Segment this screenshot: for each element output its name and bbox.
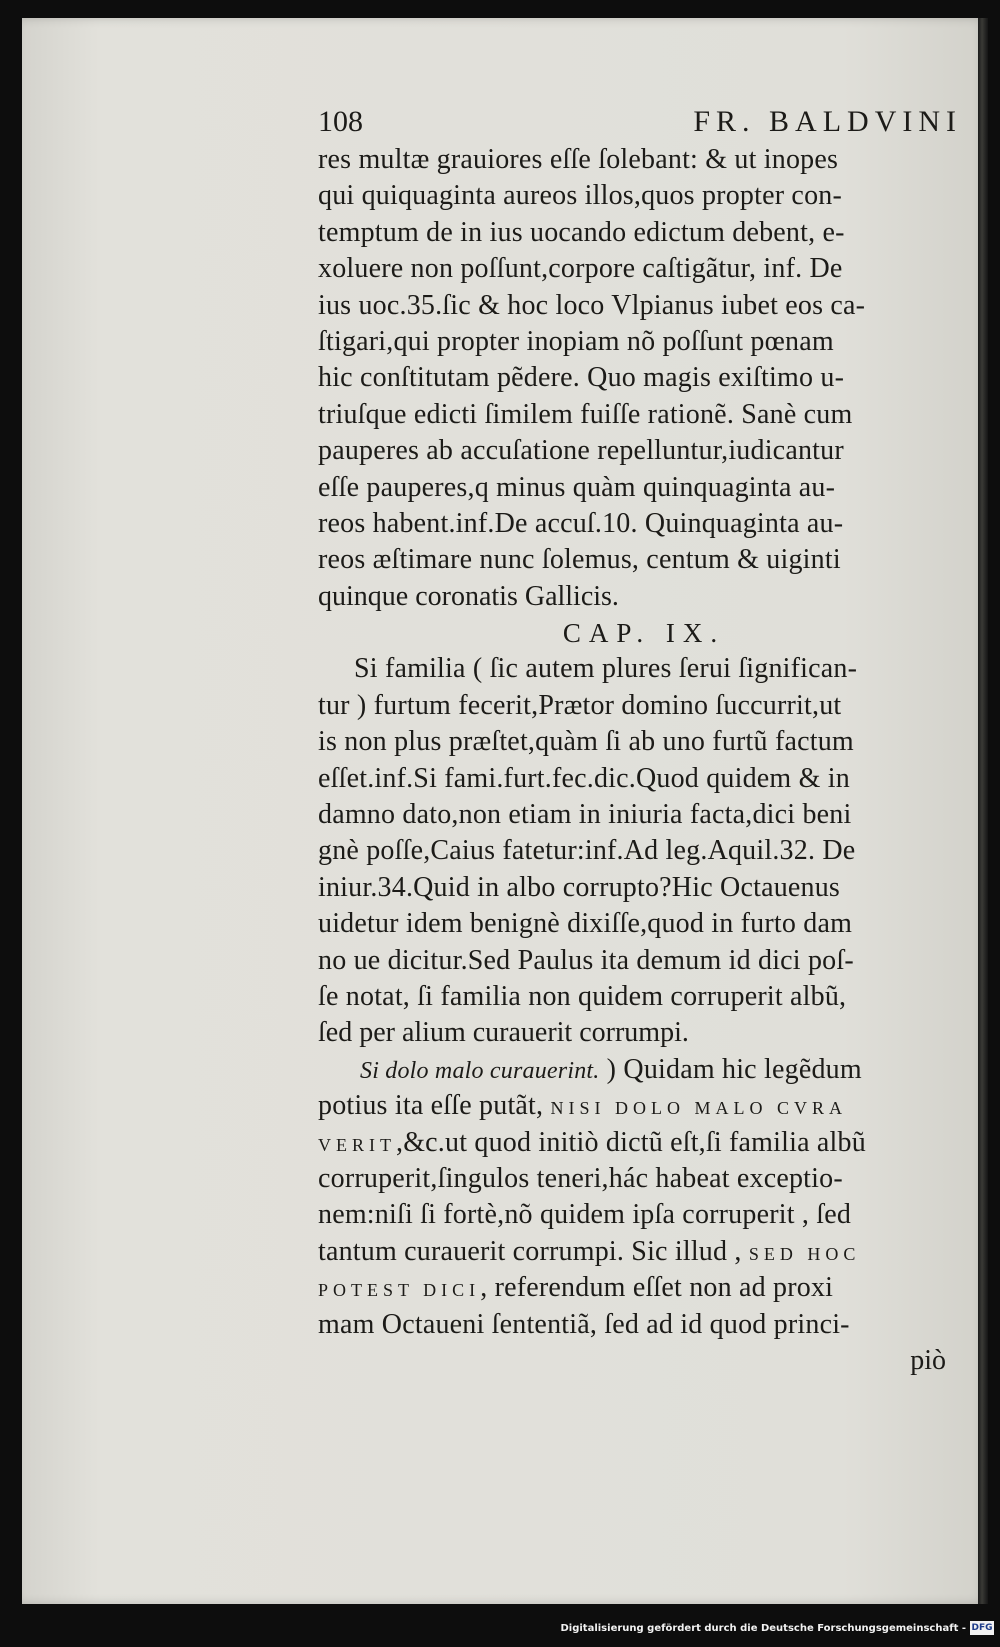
text-line: ſtigari,qui propter inopiam nõ poſſunt pœnam [318,325,834,357]
page-text [318,104,970,1379]
text-line: quinque coronatis Gallicis. [318,580,619,612]
text-line: corruperit,ſingulos teneri,hác habeat exceptio- [318,1162,843,1194]
text-span: , referendum eſſet non ad proxi [480,1272,834,1304]
small-caps-span: SED HOC [748,1243,861,1264]
text-line: ſed per alium curauerit corrumpi. [318,1017,689,1049]
text-line [318,1270,970,1306]
text-line: ſe notat, ſi familia non quidem corruperit albũ, [318,980,847,1012]
text-line: xoluere non poſſunt,corpore caſtigãtur, inf. De [318,253,843,285]
text-span: potius ita eſſe putãt, [318,1090,551,1122]
page-edge [978,18,988,1618]
lemma-line [318,1052,970,1088]
text-line: res multæ grauiores eſſe ſolebant: & ut inopes [318,144,839,175]
text-line: triuſque edicti ſimilem fuiſſe rationẽ. Sanè cum [318,398,853,430]
text-line: nem:niſi ſi fortè,nõ quidem ipſa corruperit , ſed [318,1199,852,1231]
text-line: eſſet.inf.Si fami.furt.fec.dic.Quod quidem & in [318,762,850,794]
text-line: qui quiquaginta aureos illos,quos propter con- [318,180,842,212]
text-line: uidetur idem benignè dixiſſe,quod in furto dam [318,908,853,940]
text-line: reos habent.inf.De accuſ.10. Quinquaginta au- [318,507,844,539]
text-line: pauperes ab accuſatione repelluntur,iudicantur [318,435,844,467]
dfg-logo-icon: DFG [971,1623,993,1633]
text-line: hic conſtitutam pẽdere. Quo magis exiſtimo u- [318,362,845,394]
text-line [318,1088,970,1124]
small-caps-span: VERIT [318,1134,396,1155]
text-line: is non plus præſtet,quàm ſi ab uno furtũ factum [318,726,854,758]
text-line: damno dato,non etiam in iniuria facta,dici beni [318,799,852,831]
lemma-italic: Si dolo malo curauerint. [360,1057,600,1084]
funding-credit: Digitalisierung gefördert durch die Deutsche Forschungsgemeinschaft - [560,1623,966,1634]
text-line: mam Octaueni ſententiã, ſed ad id quod princi- [318,1308,850,1340]
text-line: no ue dicitur.Sed Paulus ita demum id dici poſ- [318,944,854,976]
chapter-heading: CAP. IX. [562,618,726,649]
text-span: ,&c.ut quod initiò dictũ eſt,ſi familia albũ [396,1126,866,1158]
text-line [318,1125,970,1161]
text-line: Si familia ( ſic autem plures ſerui ſignifican- [354,653,858,685]
text-line: reos æſtimare nunc ſolemus, centum & uiginti [318,544,841,576]
text-span: tantum curauerit corrumpi. Sic illud , [318,1235,749,1267]
text-line: gnè poſſe,Caius fatetur:inf.Ad leg.Aquil.32. De [318,835,856,867]
text-line: tur ) furtum fecerit,Prætor domino ſuccurrit,ut [318,689,842,721]
text-line: eſſe pauperes,q minus quàm quinquaginta au- [318,471,836,503]
running-header [318,104,970,142]
lemma-rest: ) Quidam hic legẽdum [606,1053,862,1085]
small-caps-span: POTEST DICI [318,1280,481,1301]
text-line: temptum de in ius uocando edictum debent, e- [318,216,845,248]
footer-bar [0,1604,1000,1647]
page-number: 108 [318,105,363,138]
catchword: piò [910,1344,946,1376]
text-line: ius uoc.35.ſic & hoc loco Vlpianus iubet eos ca- [318,289,866,321]
small-caps-span: NISI DOLO MALO CVRA [550,1098,847,1119]
text-line: iniur.34.Quid in albo corrupto?Hic Octauenus [318,871,841,903]
running-head: FR. BALDVINI [693,105,962,138]
text-line [318,1234,970,1270]
